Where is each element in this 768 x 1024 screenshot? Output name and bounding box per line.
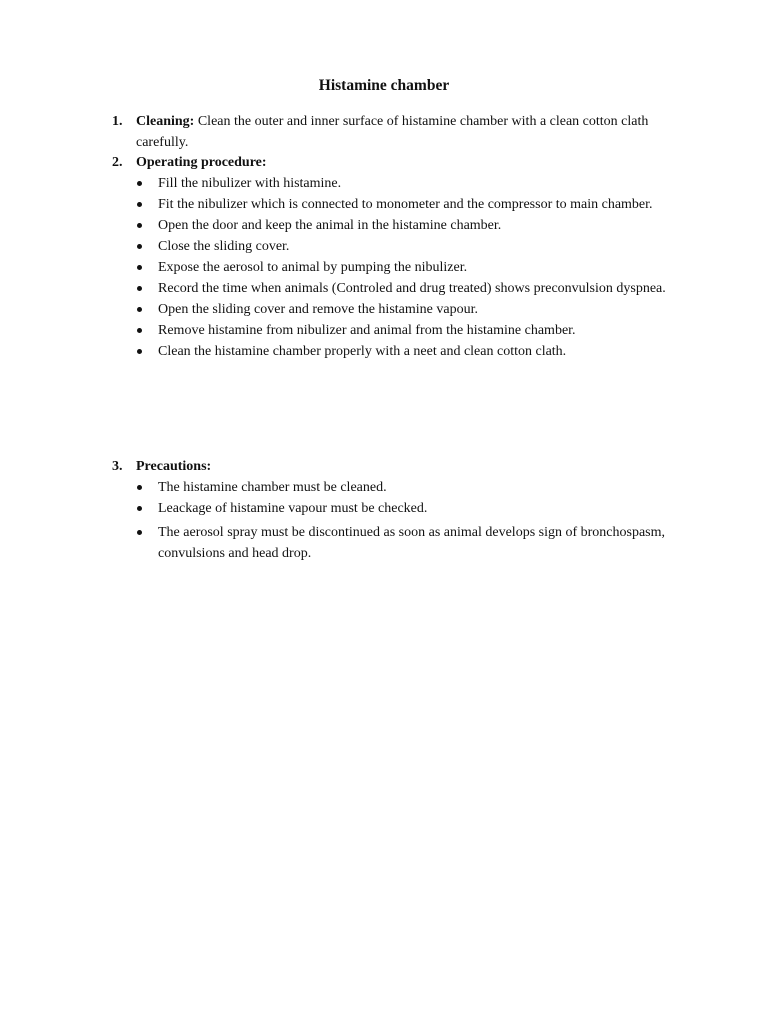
list-item-text: Expose the aerosol to animal by pumping the nibulizer. [158, 260, 468, 275]
list-item [112, 215, 672, 236]
section-heading: Precautions: [136, 459, 212, 474]
list-item-text: Remove histamine from nibulizer and animal from the histamine chamber. [158, 323, 576, 338]
section-body [112, 456, 672, 477]
section-number: 3. [112, 459, 123, 474]
section-cleaning [112, 111, 672, 153]
list-item-text: Open the sliding cover and remove the histamine vapour. [158, 302, 478, 317]
page-title: Histamine chamber [318, 77, 450, 94]
bullet-icon [137, 223, 142, 228]
list-item [112, 341, 672, 362]
bullet-list [112, 477, 672, 564]
list-item-text: Record the time when animals (Controled and drug treated) shows preconvulsion dyspnea. [158, 281, 666, 296]
list-item-text: Open the door and keep the animal in the histamine chamber. [158, 218, 502, 233]
section-number: 2. [112, 155, 123, 170]
section-body [112, 111, 672, 153]
bullet-icon [137, 328, 142, 333]
list-item [112, 194, 672, 215]
list-item-text: Close the sliding cover. [158, 239, 290, 254]
section-heading: Cleaning: [136, 114, 195, 129]
list-item [112, 522, 672, 564]
bullet-icon [137, 181, 142, 186]
section-number: 1. [112, 114, 123, 129]
section-heading: Operating procedure: [136, 155, 267, 170]
bullet-icon [137, 506, 142, 511]
list-item [112, 257, 672, 278]
bullet-icon [137, 349, 142, 354]
list-item [112, 498, 672, 519]
bullet-icon [137, 530, 142, 535]
list-item [112, 278, 672, 299]
list-item [112, 236, 672, 257]
list-item [112, 299, 672, 320]
list-item-text: Fit the nibulizer which is connected to monometer and the compressor to main chamber. [158, 197, 653, 212]
section-text: Clean the outer and inner surface of histamine chamber with a clean cotton clath carefully. [136, 114, 649, 150]
bullet-icon [137, 485, 142, 490]
bullet-icon [137, 286, 142, 291]
bullet-icon [137, 244, 142, 249]
list-item [112, 477, 672, 498]
bullet-icon [137, 265, 142, 270]
bullet-list [112, 173, 672, 362]
list-item-text: The histamine chamber must be cleaned. [158, 480, 387, 495]
list-item-text: Leackage of histamine vapour must be checked. [158, 501, 428, 516]
section-precautions [112, 456, 672, 564]
bullet-icon [137, 202, 142, 207]
list-item-text: Fill the nibulizer with histamine. [158, 176, 342, 191]
list-item [112, 320, 672, 341]
list-item-text: Clean the histamine chamber properly with a neet and clean cotton clath. [158, 344, 567, 359]
section-body [112, 152, 672, 173]
bullet-icon [137, 307, 142, 312]
list-item [112, 173, 672, 194]
section-operating-procedure [112, 152, 672, 362]
list-item-text: The aerosol spray must be discontinued as soon as animal develops sign of bronchospasm, convulsions and head drop. [158, 525, 666, 561]
